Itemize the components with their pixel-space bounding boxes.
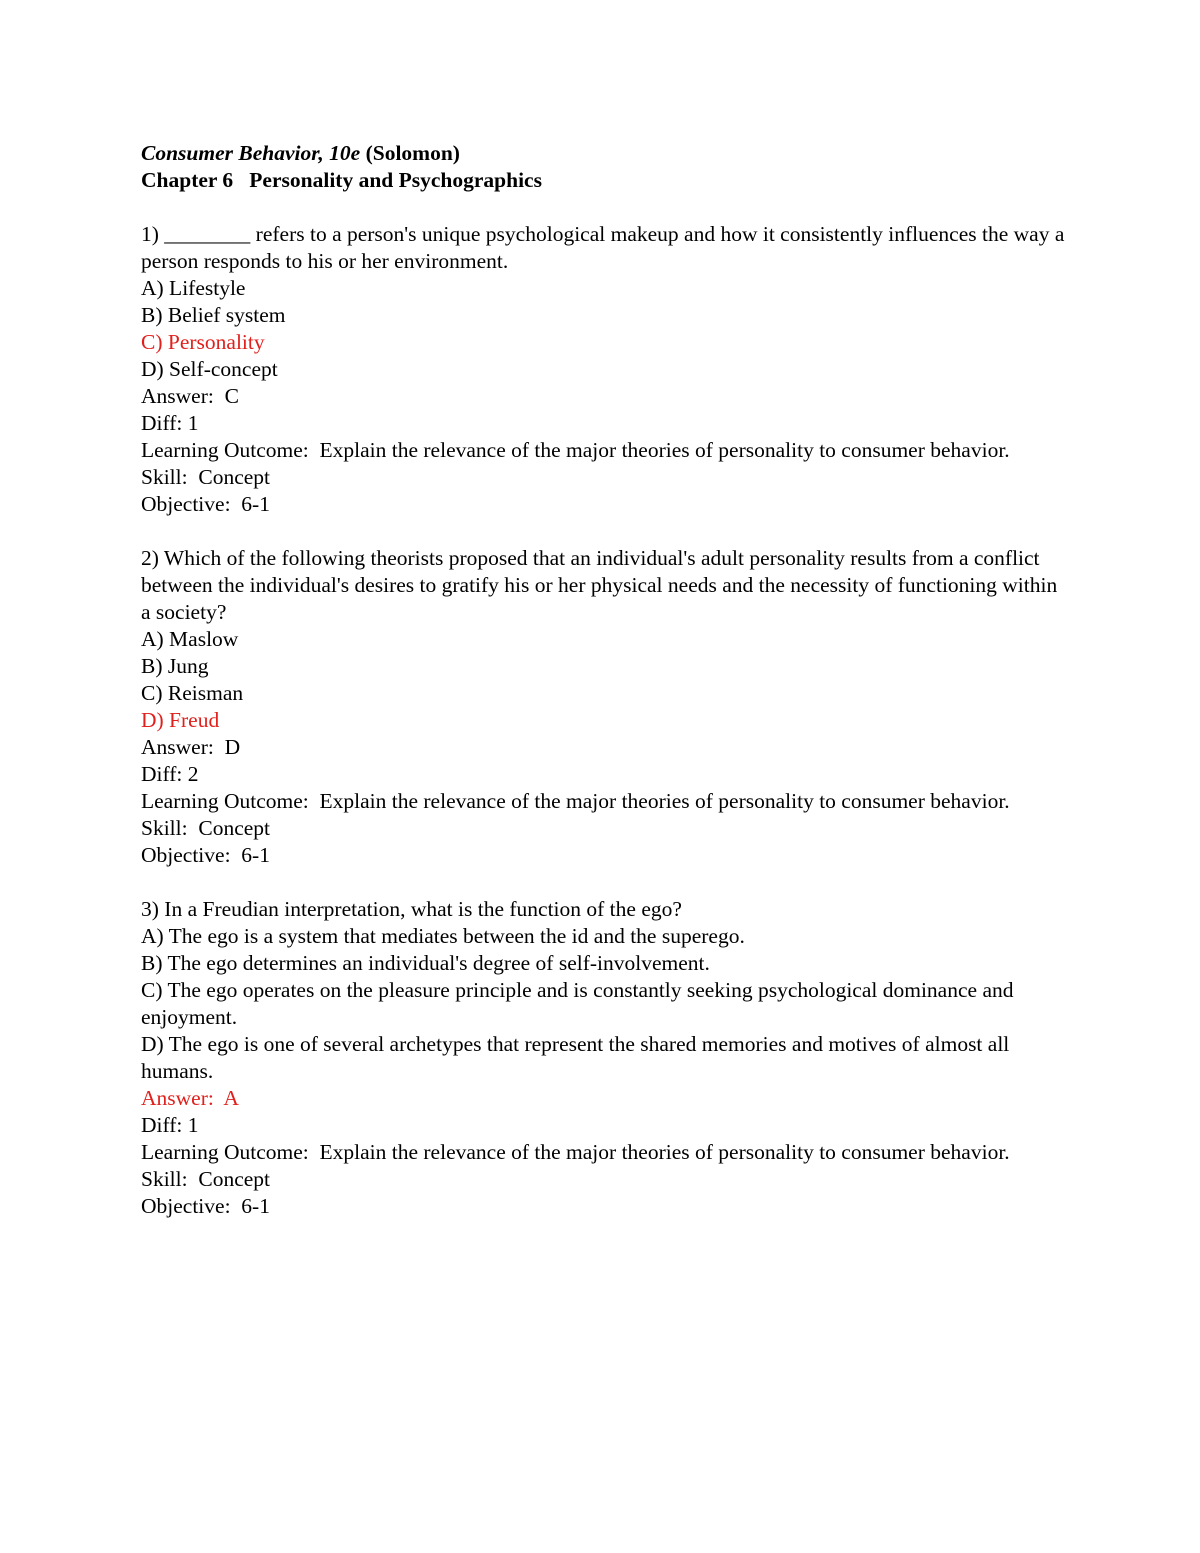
option-b: B) Belief system (141, 303, 286, 327)
question-stem: 2) Which of the following theorists proposed that an individual's adult personality results from a conflict between the individual's desires to gratify his or her physical needs and the necessity of functioning within a society? (141, 546, 1063, 624)
objective-line: Objective: 6-1 (141, 492, 270, 516)
question-stem: 3) In a Freudian interpretation, what is the function of the ego? (141, 897, 682, 921)
option-a: A) Lifestyle (141, 276, 246, 300)
option-d: D) The ego is one of several archetypes that represent the shared memories and motives of almost all humans. (141, 1032, 1015, 1083)
learning-outcome-line: Learning Outcome: Explain the relevance of the major theories of personality to consumer behavior. (141, 789, 1010, 813)
skill-line: Skill: Concept (141, 465, 270, 489)
book-title: Consumer Behavior, 10e (141, 141, 361, 165)
book-title-line (141, 140, 1071, 167)
option-c-correct: C) Personality (141, 330, 265, 354)
option-c: C) Reisman (141, 681, 244, 705)
answer-line-correct: Answer: A (141, 1086, 239, 1110)
chapter-heading: Chapter 6 Personality and Psychographics (141, 168, 542, 192)
learning-outcome-line: Learning Outcome: Explain the relevance of the major theories of personality to consumer behavior. (141, 1140, 1010, 1164)
difficulty-line: Diff: 2 (141, 762, 199, 786)
skill-line: Skill: Concept (141, 1167, 270, 1191)
objective-line: Objective: 6-1 (141, 1194, 270, 1218)
difficulty-line: Diff: 1 (141, 1113, 199, 1137)
document-page (141, 140, 1071, 1247)
option-a: A) Maslow (141, 627, 239, 651)
question-3 (141, 896, 1071, 1220)
objective-line: Objective: 6-1 (141, 843, 270, 867)
option-b: B) The ego determines an individual's degree of self-involvement. (141, 951, 710, 975)
skill-line: Skill: Concept (141, 816, 270, 840)
option-a: A) The ego is a system that mediates between the id and the superego. (141, 924, 745, 948)
answer-line: Answer: C (141, 384, 239, 408)
option-c: C) The ego operates on the pleasure principle and is constantly seeking psychological dominance and enjoyment. (141, 978, 1019, 1029)
question-2 (141, 545, 1071, 869)
learning-outcome-line: Learning Outcome: Explain the relevance of the major theories of personality to consumer behavior. (141, 438, 1010, 462)
difficulty-line: Diff: 1 (141, 411, 199, 435)
option-b: B) Jung (141, 654, 209, 678)
option-d-correct: D) Freud (141, 708, 220, 732)
option-d: D) Self-concept (141, 357, 278, 381)
question-stem: 1) ________ refers to a person's unique psychological makeup and how it consistently influences the way a person responds to his or her environment. (141, 222, 1070, 273)
answer-line: Answer: D (141, 735, 241, 759)
book-author: (Solomon) (365, 141, 460, 165)
question-1 (141, 221, 1071, 518)
